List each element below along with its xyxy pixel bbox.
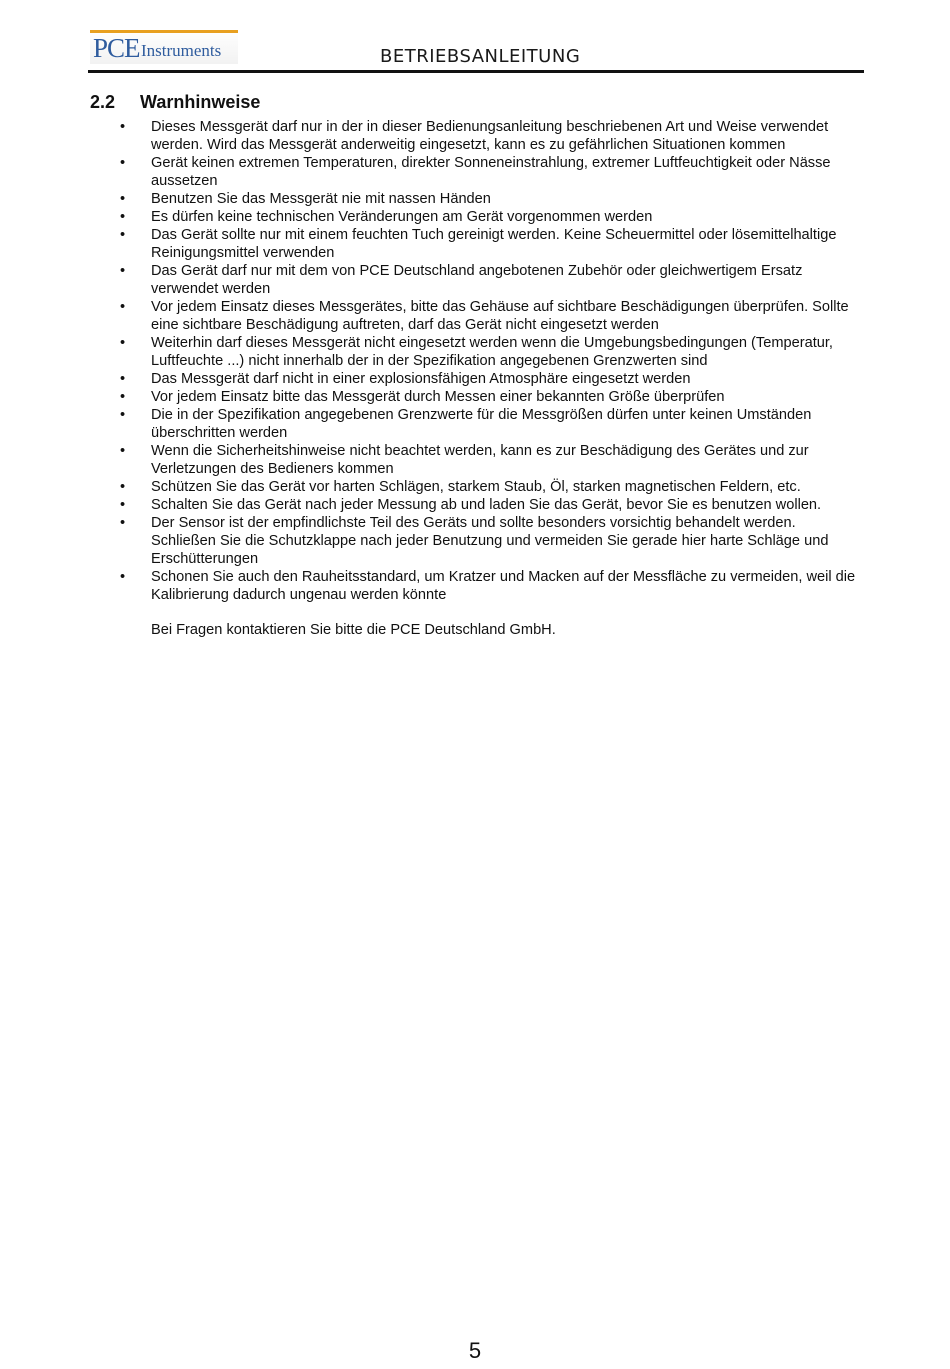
bullet-icon: •: [120, 389, 126, 405]
list-item-text: Schalten Sie das Gerät nach jeder Messung ab und laden Sie das Gerät, bevor Sie es benutzen wollen.: [151, 497, 822, 513]
list-item: [90, 262, 860, 298]
list-item: [90, 388, 860, 406]
list-item-text: Gerät keinen extremen Temperaturen, direkter Sonneneinstrahlung, extremer Luftfeuchtigkeit oder Nässe aussetzen: [151, 155, 831, 189]
list-item-text: Der Sensor ist der empfindlichste Teil des Geräts und sollte besonders vorsichtig behandelt werden. Schließen Sie die Schutzklappe nach jeder Benutzung und vermeiden Sie gerade hier harte Schläge und Erschütterungen: [151, 515, 829, 567]
list-item: [90, 208, 860, 226]
document-title: BETRIEBSANLEITUNG: [380, 46, 581, 67]
list-item: [90, 478, 860, 496]
list-item-text: Das Gerät darf nur mit dem von PCE Deutschland angebotenen Zubehör oder gleichwertigem Ersatz verwendet werden: [151, 263, 803, 297]
list-item-text: Das Messgerät darf nicht in einer explosionsfähigen Atmosphäre eingesetzt werden: [151, 371, 691, 387]
list-item: [90, 370, 860, 388]
bullet-icon: •: [120, 515, 126, 531]
list-item-text: Weiterhin darf dieses Messgerät nicht eingesetzt werden wenn die Umgebungsbedingungen (Temperatur, Luftfeuchte ...) nicht innerhalb der in der Spezifikation angegebenen Grenzwerten sind: [151, 335, 833, 369]
bullet-icon: •: [120, 443, 126, 459]
list-item: [90, 406, 860, 442]
list-item-text: Schonen Sie auch den Rauheitsstandard, um Kratzer und Macken auf der Messfläche zu vermeiden, weil die Kalibrierung dadurch ungenau werden könnte: [151, 569, 856, 603]
bullet-icon: •: [120, 155, 126, 171]
section-title: Warnhinweise: [140, 92, 261, 112]
warnings-section: [90, 90, 860, 639]
list-item: [90, 298, 860, 334]
list-item-text: Schützen Sie das Gerät vor harten Schlägen, starkem Staub, Öl, starken magnetischen Feldern, etc.: [151, 479, 801, 495]
bullet-icon: •: [120, 335, 126, 351]
list-item-text: Das Gerät sollte nur mit einem feuchten Tuch gereinigt werden. Keine Scheuermittel oder lösemittelhaltige Reinigungsmittel verwenden: [151, 227, 837, 261]
list-item: [90, 568, 860, 604]
header-divider: [88, 70, 864, 73]
bullet-icon: •: [120, 209, 126, 225]
bullet-icon: •: [120, 263, 126, 279]
list-item-text: Vor jedem Einsatz dieses Messgerätes, bitte das Gehäuse auf sichtbare Beschädigungen überprüfen. Sollte eine sichtbare Beschädigung auftreten, darf das Gerät nicht eingesetzt werden: [151, 299, 849, 333]
bullet-icon: •: [120, 371, 126, 387]
list-item: [90, 226, 860, 262]
list-item: [90, 190, 860, 208]
list-item: [90, 514, 860, 568]
list-item-text: Wenn die Sicherheitshinweise nicht beachtet werden, kann es zur Beschädigung des Gerätes und zur Verletzungen des Bedieners kommen: [151, 443, 809, 477]
page-header: [88, 28, 864, 74]
bullet-icon: •: [120, 299, 126, 315]
list-item: [90, 334, 860, 370]
bullet-icon: •: [120, 497, 126, 513]
list-item-text: Benutzen Sie das Messgerät nie mit nassen Händen: [151, 191, 491, 207]
page-number: 5: [468, 1338, 482, 1363]
list-item: [90, 496, 860, 514]
warning-list: [90, 118, 860, 604]
bullet-icon: •: [120, 407, 126, 423]
logo-pce-text: PCE: [93, 33, 140, 63]
logo-instruments-text: Instruments: [141, 41, 222, 60]
list-item-text: Vor jedem Einsatz bitte das Messgerät durch Messen einer bekannten Größe überprüfen: [151, 389, 725, 405]
bullet-icon: •: [120, 191, 126, 207]
list-item-text: Die in der Spezifikation angegebenen Grenzwerte für die Messgrößen dürfen unter keinen Umständen überschritten werden: [151, 407, 812, 441]
section-number: 2.2: [90, 92, 116, 112]
bullet-icon: •: [120, 569, 126, 585]
bullet-icon: •: [120, 227, 126, 243]
list-item: [90, 118, 860, 154]
list-item: [90, 442, 860, 478]
pce-instruments-logo: [90, 30, 238, 64]
section-heading: [90, 90, 860, 114]
bullet-icon: •: [120, 119, 126, 135]
list-item-text: Es dürfen keine technischen Veränderungen am Gerät vorgenommen werden: [151, 209, 653, 225]
closing-note: Bei Fragen kontaktieren Sie bitte die PCE Deutschland GmbH.: [151, 622, 556, 638]
bullet-icon: •: [120, 479, 126, 495]
list-item: [90, 154, 860, 190]
list-item-text: Dieses Messgerät darf nur in der in dieser Bedienungsanleitung beschriebenen Art und Weise verwendet werden. Wird das Messgerät anderweitig eingesetzt, kann es zu gefährlichen Situationen kommen: [151, 119, 829, 153]
